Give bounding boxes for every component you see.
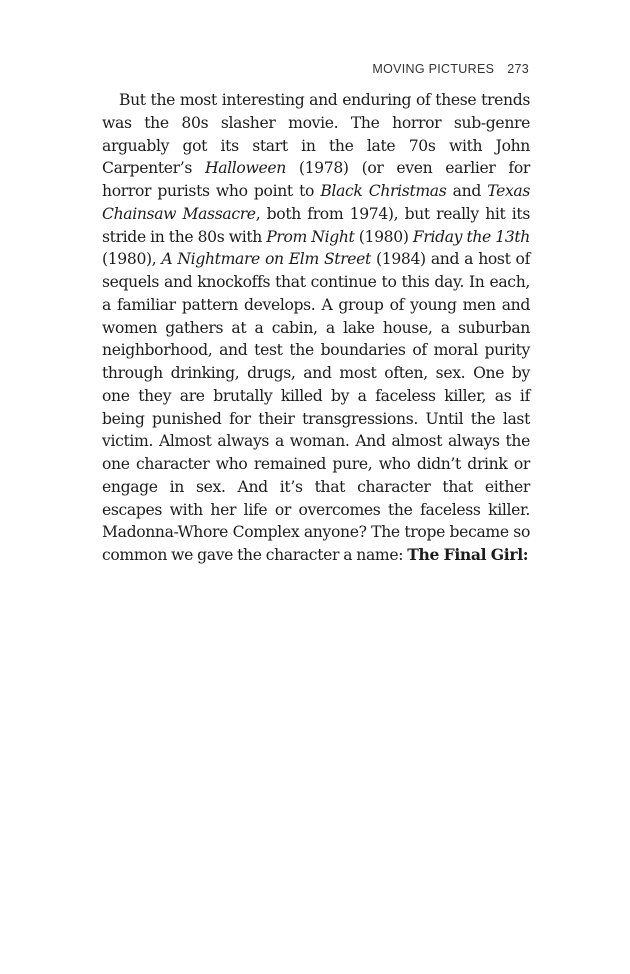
page-number: 273 [507, 62, 529, 76]
text-segment-2: (1978) (or even earlier for horror purists who point to [102, 159, 530, 200]
text-segment-4: , both from 1974), but really hit its stride in the 80s with [102, 204, 531, 246]
film-title-halloween: Halloween [204, 159, 286, 178]
film-title-prom-night: Prom Night [266, 227, 355, 246]
film-title-nightmare-on-elm-street: A Nightmare on Elm Street [161, 250, 371, 269]
text-segment-7: (1984) and a host of sequels and knockoffs that continue to this day. In each, a familiar pattern develops. A group of young men and women gathers at a cabin, a lake house, a suburban neighborhood, and test the boundaries of moral purity through drinking, drugs, and most often, sex. One by one they are brutally killed by a faceless killer, as if being punished for their transgressions. Until the last victim. Almost always a woman. And almost always the one character who remained pure, who didn’t drink or engage in sex. And it’s that character that either escapes with her life or overcomes the faceless killer. Madonna-Whore Complex anyone? The trope became so common we gave the character a name: [102, 250, 531, 564]
body-paragraph [102, 89, 530, 567]
film-title-black-christmas: Black Christmas [320, 182, 447, 200]
final-girl-term: The Final Girl: [407, 545, 529, 564]
running-head [372, 62, 529, 76]
film-title-friday-the-13th: Friday the 13th [412, 227, 530, 246]
text-segment-3: and [446, 182, 488, 200]
text-segment-5: (1980) [354, 227, 413, 246]
film-title-texas-chainsaw-massacre: Texas Chainsaw Massacre [102, 182, 530, 223]
section-title: MOVING PICTURES [372, 62, 495, 76]
text-segment-6: (1980), [102, 250, 162, 269]
text-segment-1: But the most interesting and enduring of these trends was the 80s slasher movie. The horror sub-genre arguably got its start in the late 70s with John Carpenter’s [102, 91, 530, 178]
